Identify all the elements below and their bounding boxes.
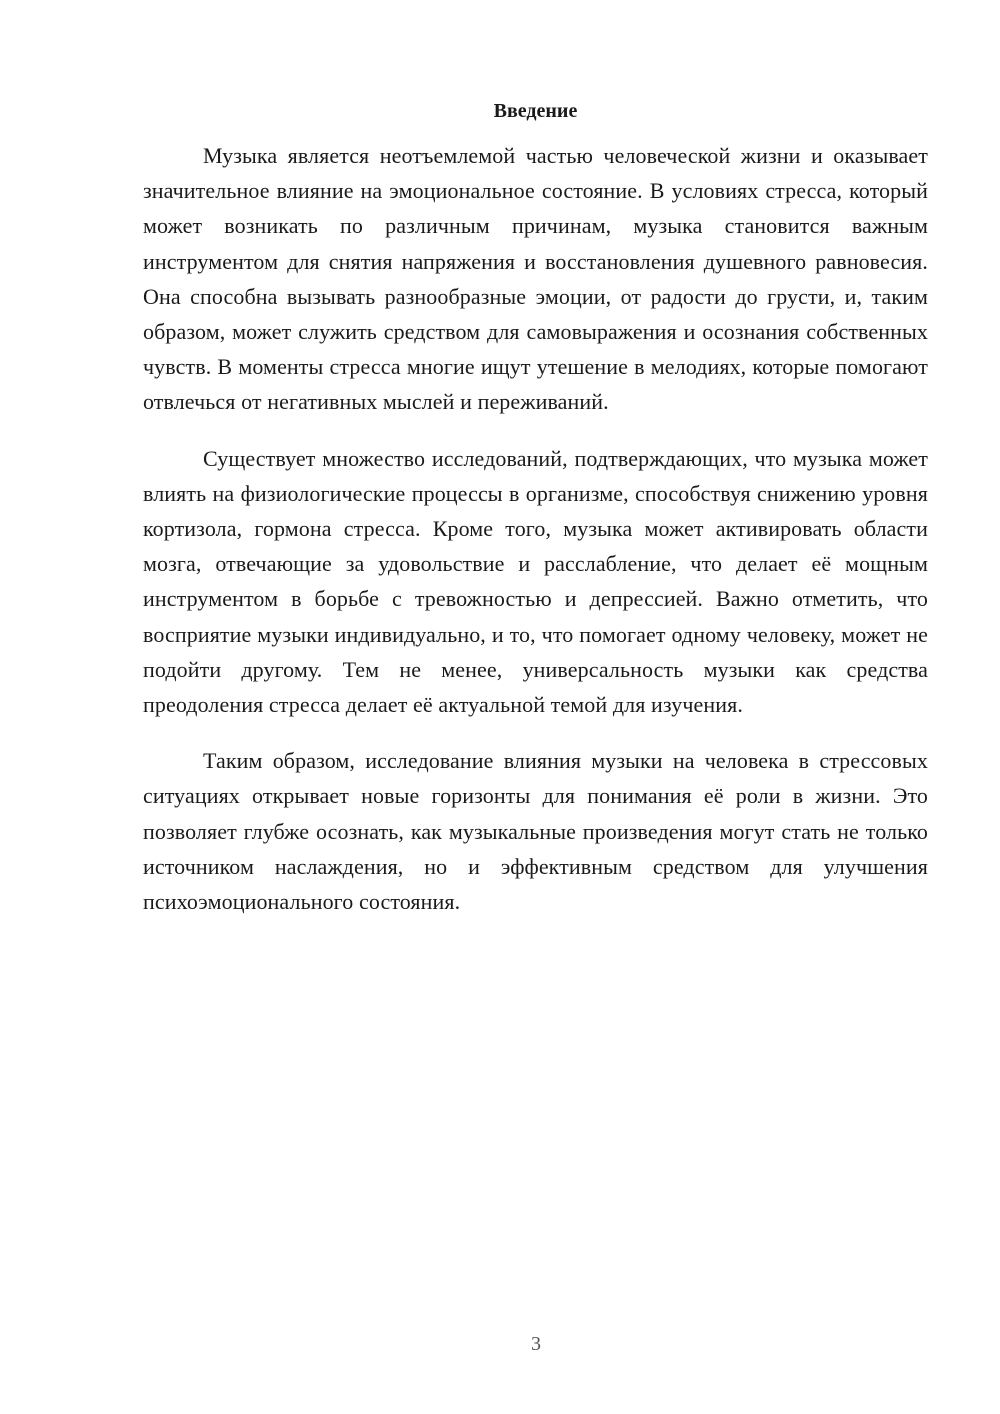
page-number: 3 [531, 1333, 541, 1355]
paragraph-1: Музыка является неотъемлемой частью человеческой жизни и оказывает значительное влияние на эмоциональное состояние. В условиях стресса, который может возникать по различным причинам, музыка становится важным инструментом для снятия напряжения и восстановления душевного равновесия. Она способна вызывать разнообразные эмоции, от радости до грусти, и, таким образом, может служить средством для самовыражения и осознания собственных чувств. В моменты стресса многие ищут утешение в мелодиях, которые помогают отвлечься от негативных мыслей и переживаний. [143, 143, 928, 415]
section-heading: Введение [493, 100, 578, 122]
page-content [143, 96, 928, 940]
paragraph-2: Существует множество исследований, подтверждающих, что музыка может влиять на физиологические процессы в организме, способствуя снижению уровня кортизола, гормона стресса. Кроме того, музыка может активировать области мозга, отвечающие за удовольствие и расслабление, что делает её мощным инструментом в борьбе с тревожностью и депрессией. Важно отметить, что восприятие музыки индивидуально, и то, что помогает одному человеку, может не подойти другому. Тем не менее, универсальность музыки как средства преодоления стресса делает её актуальной темой для изучения. [143, 445, 928, 718]
paragraph-3: Таким образом, исследование влияния музыки на человека в стрессовых ситуациях открывает новые горизонты для понимания её роли в жизни. Это позволяет глубже осознать, как музыкальные произведения могут стать не только источником наслаждения, но и эффективным средством для улучшения психоэмоционального состояния. [143, 748, 928, 915]
